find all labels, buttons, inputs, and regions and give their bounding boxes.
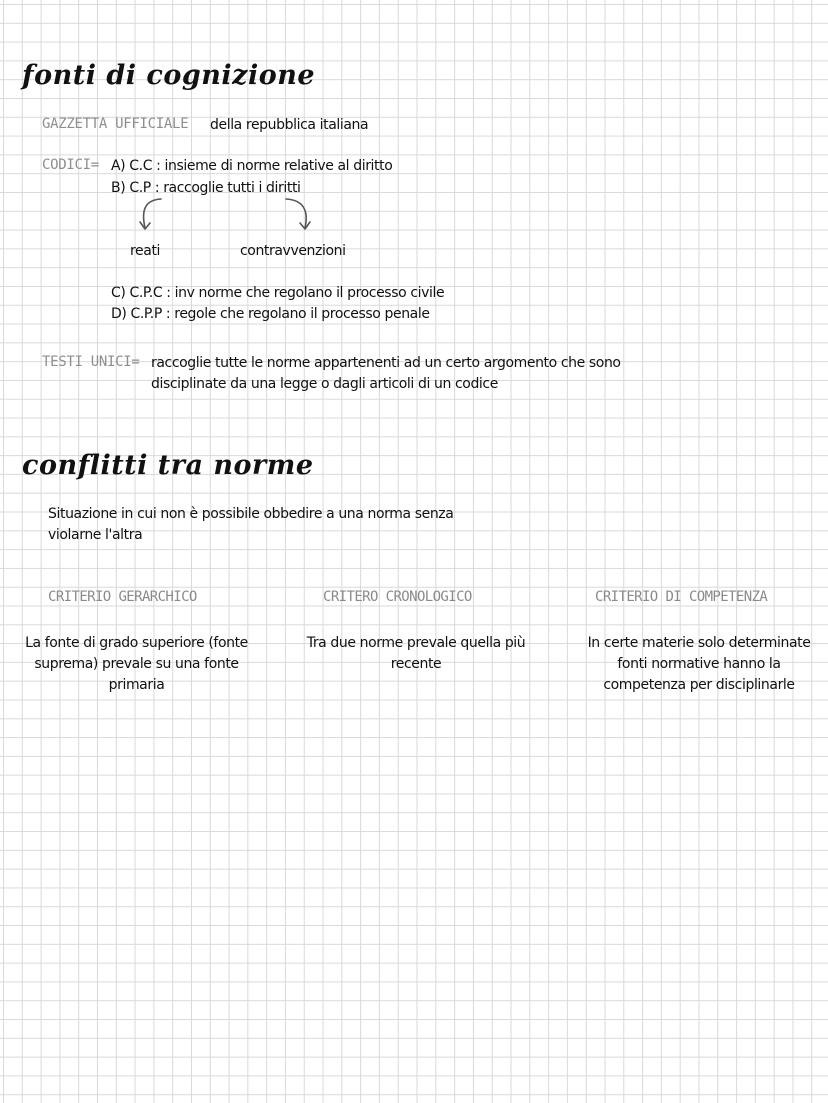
section-title-fonti: fonti di cognizione [22, 60, 316, 91]
testi-unici-line1: raccoglie tutte le norme appartenenti ad un certo argomento che sono [151, 355, 621, 371]
testi-unici-label: TESTI UNICI= [42, 354, 140, 370]
codici-label: CODICI= [42, 157, 99, 173]
branch-reati: reati [130, 243, 161, 259]
section-title-conflitti: conflitti tra norme [22, 450, 314, 481]
gazzetta-label: GAZZETTA UFFICIALE [42, 116, 189, 132]
gazzetta-text: della repubblica italiana [210, 117, 369, 133]
curved-arrow-left-icon [133, 196, 173, 236]
branch-contravvenzioni: contravvenzioni [240, 243, 346, 259]
codici-item-d: D) C.P.P : regole che regolano il processo penale [111, 306, 430, 322]
conflitti-intro-line1: Situazione in cui non è possibile obbedire a una norma senza [48, 506, 454, 522]
codici-item-a: A) C.C : insieme di norme relative al diritto [111, 158, 393, 174]
conflitti-intro-line2: violarne l'altra [48, 527, 143, 543]
testi-unici-line2: disciplinate da una legge o dagli articoli di un codice [151, 376, 498, 392]
criterio-gerarchico-heading: CRITERIO GERARCHICO [48, 589, 197, 605]
codici-item-c: C) C.P.C : inv norme che regolano il processo civile [111, 285, 445, 301]
criterio-gerarchico-text: La fonte di grado superiore (fonte suprema) prevale su una fonte primaria [25, 635, 248, 693]
codici-item-b: B) C.P : raccoglie tutti i diritti [111, 180, 301, 196]
criterio-competenza-text: In certe materie solo determinate fonti normative hanno la competenza per disciplinarle [587, 635, 811, 693]
criterio-cronologico-text: Tra due norme prevale quella più recente [306, 635, 526, 672]
criterio-cronologico-heading: CRITERO CRONOLOGICO [323, 589, 472, 605]
curved-arrow-right-icon [283, 196, 323, 236]
criterio-competenza-heading: CRITERIO DI COMPETENZA [595, 589, 768, 605]
